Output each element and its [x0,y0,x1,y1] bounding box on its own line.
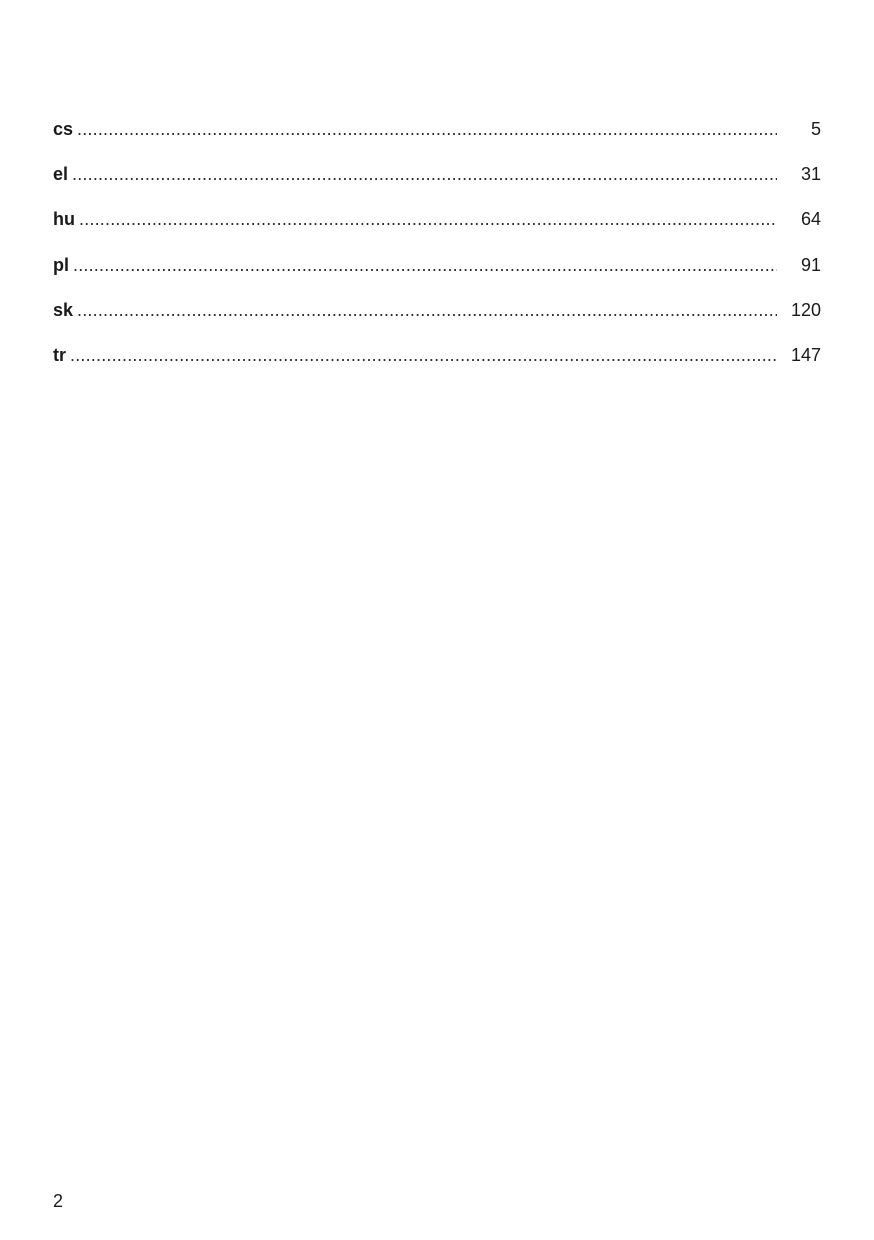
toc-entry-page: 91 [800,254,821,275]
toc-entry-pl[interactable] [53,253,821,298]
dot-leader [79,207,777,231]
dot-leader [72,162,777,186]
dot-leader [73,253,777,277]
toc-entry-language: cs [53,119,74,139]
dot-leader [77,117,777,141]
page-number: 2 [53,1191,64,1211]
toc-entry-hu[interactable] [53,207,821,252]
toc-entry-cs[interactable] [53,117,821,162]
toc-entry-language: el [53,164,69,185]
toc-entry-page: 147 [790,344,821,365]
toc-entry-language: hu [53,209,75,230]
toc-entry-language: tr [53,344,66,365]
toc-entry-el[interactable] [53,162,821,207]
toc-entry-sk[interactable] [53,298,821,343]
dot-leader [77,298,777,322]
toc-entry-tr[interactable] [53,343,821,388]
toc-entry-language: sk [53,299,74,320]
toc-entry-page: 120 [790,299,821,320]
toc-entry-page: 64 [800,209,821,230]
table-of-contents [53,117,821,388]
dot-leader [70,343,777,367]
toc-entry-page: 31 [800,164,821,185]
toc-entry-language: pl [53,254,69,275]
toc-entry-page: 5 [810,119,821,139]
